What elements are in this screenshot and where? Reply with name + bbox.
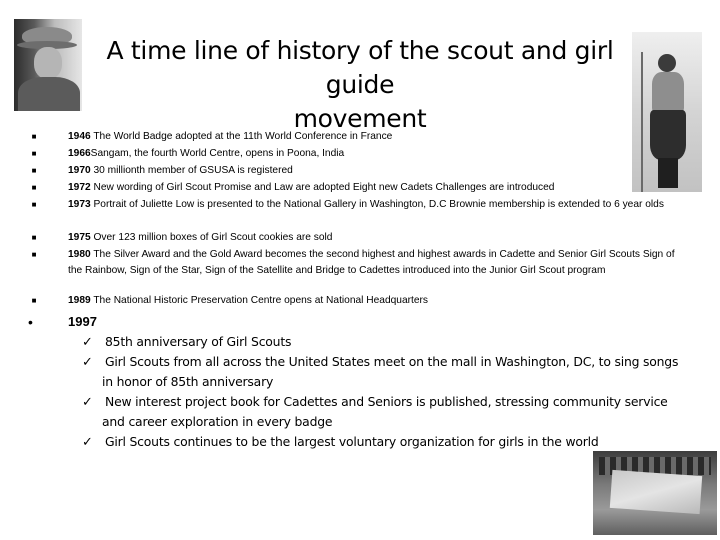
timeline-text: 30 millionth member of GSUSA is registered bbox=[90, 165, 293, 176]
timeline-item bbox=[68, 247, 683, 279]
square-bullet-icon: ■ bbox=[31, 132, 37, 141]
checkmark-icon: ✓ bbox=[82, 334, 93, 349]
timeline-year: 1972 bbox=[68, 182, 91, 193]
timeline-year: 1946 bbox=[68, 131, 91, 142]
timeline-item bbox=[68, 293, 683, 309]
round-bullet-icon: • bbox=[28, 314, 33, 330]
highlight-year: 1997 bbox=[68, 314, 97, 329]
timeline-text: Over 123 million boxes of Girl Scout cookies are sold bbox=[90, 232, 333, 243]
timeline-year: 1980 bbox=[68, 249, 91, 260]
banner-shape bbox=[610, 470, 702, 514]
square-bullet-icon: ■ bbox=[31, 200, 37, 209]
highlight-item: New interest project book for Cadettes and Seniors is published, stressing community service and career exploration in every badge bbox=[102, 394, 668, 429]
timeline-year: 1970 bbox=[68, 165, 91, 176]
timeline-text: Portrait of Juliette Low is presented to the National Gallery in Washington, D.C Brownie membership is extended to 6 year olds bbox=[90, 199, 664, 210]
title-line-1: A time line of history of the scout and girl guide bbox=[106, 36, 614, 99]
timeline-item bbox=[68, 163, 683, 179]
timeline-text: The Silver Award and the Gold Award becomes the second highest and highest awards in Cadette and Senior Girl Scouts Sign of the Rainbow, Sign of the Star, Sign of the Satellite and Bridge to Cadettes introduced into the Junior Girl Scout program bbox=[68, 249, 675, 276]
timeline-year: 1966 bbox=[68, 148, 91, 159]
slide-title bbox=[70, 34, 650, 136]
body-shape bbox=[652, 72, 684, 112]
checkmark-icon: ✓ bbox=[82, 394, 93, 409]
timeline-item bbox=[68, 197, 683, 213]
timeline-text: The National Historic Preservation Centre opens at National Headquarters bbox=[90, 295, 428, 306]
square-bullet-icon: ■ bbox=[31, 250, 37, 259]
timeline-year: 1989 bbox=[68, 295, 91, 306]
timeline-item bbox=[68, 180, 683, 196]
square-bullet-icon: ■ bbox=[31, 166, 37, 175]
timeline-item bbox=[68, 146, 683, 162]
checkmark-icon: ✓ bbox=[82, 434, 93, 449]
square-bullet-icon: ■ bbox=[31, 149, 37, 158]
highlight-item: Girl Scouts from all across the United States meet on the mall in Washington, DC, to sing songs in honor of 85th anniversary bbox=[102, 354, 679, 389]
timeline-year: 1975 bbox=[68, 232, 91, 243]
head-shape bbox=[658, 54, 676, 72]
highlight-item: Girl Scouts continues to be the largest voluntary organization for girls in the world bbox=[105, 434, 599, 449]
timeline-year: 1973 bbox=[68, 199, 91, 210]
highlight-item: 85th anniversary of Girl Scouts bbox=[105, 334, 292, 349]
group-banner-photo bbox=[593, 451, 717, 535]
timeline-text: New wording of Girl Scout Promise and Law are adopted Eight new Cadets Challenges are introduced bbox=[90, 182, 555, 193]
timeline-text: Sangam, the fourth World Centre, opens in Poona, India bbox=[90, 148, 345, 159]
square-bullet-icon: ■ bbox=[31, 233, 37, 242]
checkmark-icon: ✓ bbox=[82, 354, 93, 369]
timeline-item bbox=[68, 230, 683, 246]
face-shape bbox=[34, 47, 62, 79]
square-bullet-icon: ■ bbox=[31, 296, 37, 305]
title-line-2: movement bbox=[293, 104, 427, 133]
timeline-item bbox=[68, 129, 683, 145]
square-bullet-icon: ■ bbox=[31, 183, 37, 192]
timeline-text: The World Badge adopted at the 11th World Conference in France bbox=[90, 131, 393, 142]
